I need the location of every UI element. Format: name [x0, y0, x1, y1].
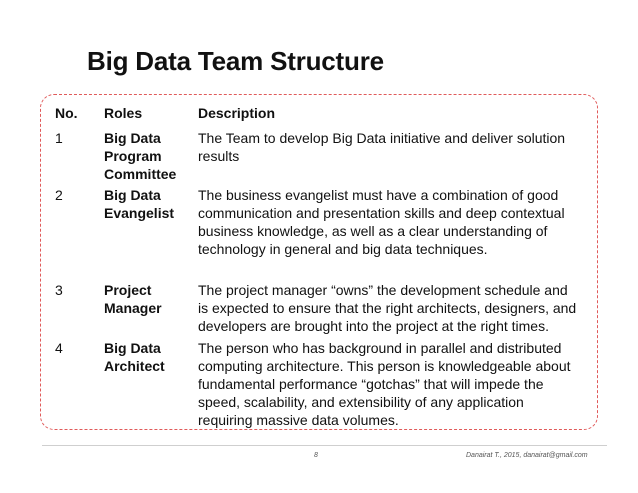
header-roles: Roles [104, 105, 143, 121]
role-description: requiring massive data volumes. [198, 412, 399, 428]
role-name: Big Data [104, 187, 161, 203]
row-number: 2 [55, 187, 63, 203]
role-description: business knowledge, as well as a clear understanding of [198, 223, 548, 239]
role-description: communication and presentation skills and deep contextual [198, 205, 565, 221]
role-description: The Team to develop Big Data initiative and deliver solution [198, 130, 566, 146]
role-description: The person who has background in parallel and distributed [198, 340, 562, 356]
role-name: Program [104, 148, 162, 164]
role-description: is expected to ensure that the right architects, designers, and [198, 300, 577, 316]
role-name: Project [104, 282, 152, 298]
role-name: Big Data [104, 340, 161, 356]
role-name: Manager [104, 300, 162, 316]
role-name: Big Data [104, 130, 161, 146]
role-description: The business evangelist must have a combination of good [198, 187, 559, 203]
role-description: fundamental performance “gotchas” that will impede the [198, 376, 544, 392]
row-number: 1 [55, 130, 63, 146]
page-number: 8 [314, 452, 318, 459]
role-description: technology in general and big data techniques. [198, 241, 488, 257]
role-description: computing architecture. This person is knowledgeable about [198, 358, 571, 374]
footer-author: Danairat T., 2015, danairat@gmail.com [466, 452, 588, 459]
role-description: results [198, 148, 240, 164]
header-no: No. [55, 105, 78, 121]
header-description: Description [198, 105, 276, 121]
role-name: Committee [104, 166, 177, 182]
slide-title: Big Data Team Structure [87, 46, 384, 76]
role-name: Evangelist [104, 205, 175, 221]
role-description: speed, scalability, and extensibility of any application [198, 394, 524, 410]
role-name: Architect [104, 358, 165, 374]
row-number: 4 [55, 340, 63, 356]
role-description: developers are brought into the project at the right times. [198, 318, 549, 334]
row-number: 3 [55, 282, 63, 298]
role-description: The project manager “owns” the development schedule and [198, 282, 568, 298]
footer-divider [42, 445, 607, 446]
